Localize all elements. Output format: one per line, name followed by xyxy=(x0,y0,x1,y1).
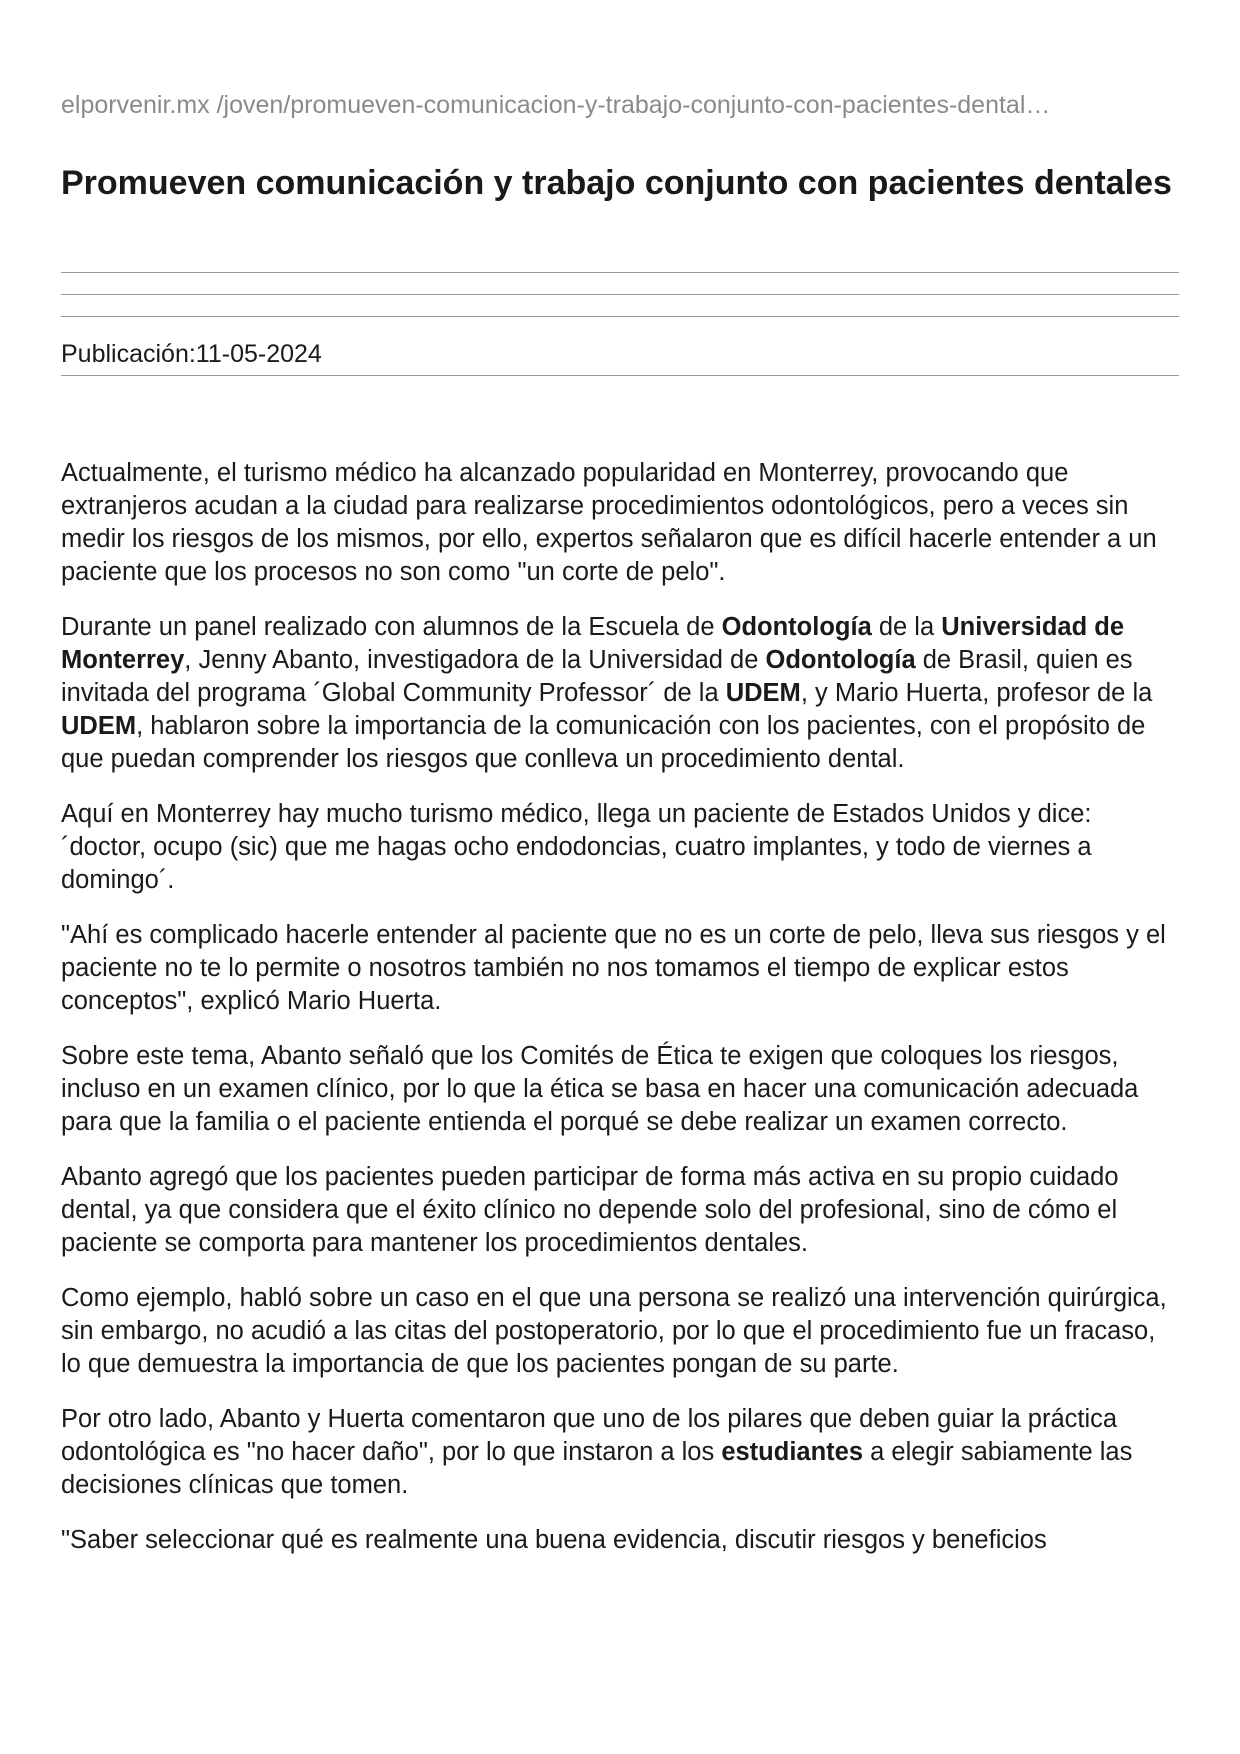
article-title: Promueven comunicación y trabajo conjunto con pacientes dentales xyxy=(61,164,1172,202)
paragraph-9: "Saber seleccionar qué es realmente una buena evidencia, discutir riesgos y beneficios xyxy=(61,1526,1047,1554)
divider-4 xyxy=(61,375,1179,376)
p2-text-5: , y Mario Huerta, profesor de la xyxy=(800,679,1153,707)
p8-text-2: a elegir sabiamente las decisiones clínicas que tomen. xyxy=(61,1438,1133,1499)
p2-text-2: de la xyxy=(871,613,942,641)
p2-text-6: , hablaron sobre la importancia de la comunicación con los pacientes, con el propósito de que puedan comprender los riesgos que conlleva un procedimiento dental. xyxy=(61,712,1146,773)
paragraph-3: Aquí en Monterrey hay mucho turismo médico, llega un paciente de Estados Unidos y dice: ´doctor, ocupo (sic) que me hagas ocho endodoncias, cuatro implantes, y todo de viernes a domingo´. xyxy=(61,800,1092,894)
p2-bold-universidad: Universidad de Monterrey xyxy=(61,613,1125,674)
p2-text-1: Durante un panel realizado con alumnos de la Escuela de xyxy=(61,613,722,641)
paragraph-7: Como ejemplo, habló sobre un caso en el que una persona se realizó una intervención quirúrgica, sin embargo, no acudió a las citas del postoperatorio, por lo que el procedimiento fue un fracaso, lo que demuestra la importancia de que los pacientes pongan de su parte. xyxy=(61,1284,1167,1378)
paragraph-4: "Ahí es complicado hacerle entender al paciente que no es un corte de pelo, lleva sus riesgos y el paciente no te lo permite o nosotros también no nos tomamos el tiempo de explicar estos conceptos", explicó Mario Huerta. xyxy=(61,921,1166,1015)
p2-text-4: de Brasil, quien es invitada del programa ´Global Community Professor´ de la xyxy=(61,646,1133,707)
divider-2 xyxy=(61,294,1179,295)
paragraph-6: Abanto agregó que los pacientes pueden participar de forma más activa en su propio cuidado dental, ya que considera que el éxito clínico no depende solo del profesional, sino de cómo el paciente se comporta para mantener los procedimientos dentales. xyxy=(61,1163,1119,1257)
p8-bold-estudiantes: estudiantes xyxy=(721,1438,864,1466)
paragraph-8 xyxy=(61,1403,1179,1502)
article-body xyxy=(61,457,1179,1579)
p2-bold-odontologia-2: Odontología xyxy=(765,646,916,674)
paragraph-2 xyxy=(61,611,1179,776)
publication-date: Publicación:11-05-2024 xyxy=(61,340,322,368)
p2-bold-udem-2: UDEM xyxy=(61,712,137,740)
source-url[interactable]: elporvenir.mx /joven/promueven-comunicacion-y-trabajo-conjunto-con-pacientes-dental… xyxy=(61,91,1051,119)
paragraph-5: Sobre este tema, Abanto señaló que los Comités de Ética te exigen que coloques los riesgos, incluso en un examen clínico, por lo que la ética se basa en hacer una comunicación adecuada para que la familia o el paciente entienda el porqué se debe realizar un examen correcto. xyxy=(61,1042,1139,1136)
paragraph-1: Actualmente, el turismo médico ha alcanzado popularidad en Monterrey, provocando que extranjeros acudan a la ciudad para realizarse procedimientos odontológicos, pero a veces sin medir los riesgos de los mismos, por ello, expertos señalaron que es difícil hacerle entender a un paciente que los procesos no son como "un corte de pelo". xyxy=(61,459,1157,586)
p2-bold-odontologia: Odontología xyxy=(721,613,872,641)
p2-text-3: , Jenny Abanto, investigadora de la Universidad de xyxy=(184,646,766,674)
p2-bold-udem: UDEM xyxy=(725,679,801,707)
divider-3 xyxy=(61,316,1179,317)
divider-1 xyxy=(61,272,1179,273)
p8-text-1: Por otro lado, Abanto y Huerta comentaron que uno de los pilares que deben guiar la práctica odontológica es "no hacer daño", por lo que instaron a los xyxy=(61,1405,1118,1466)
